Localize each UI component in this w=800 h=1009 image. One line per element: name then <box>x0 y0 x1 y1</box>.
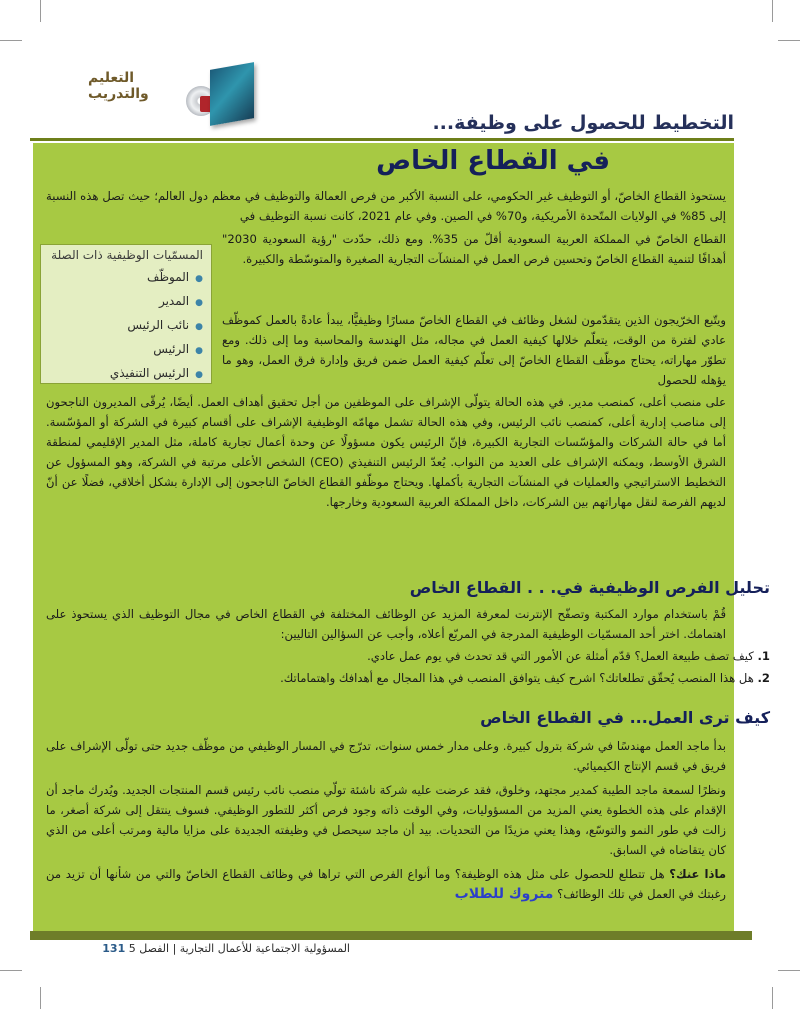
work-title: كيف ترى العمل... في القطاع الخاص <box>480 708 770 727</box>
list-item: ● الرئيس <box>41 338 203 362</box>
page-number: 131 <box>102 942 126 955</box>
crop-mark <box>40 987 41 1009</box>
title-bar <box>30 112 734 141</box>
crop-mark <box>778 40 800 41</box>
bottom-strip <box>30 931 752 940</box>
work-question-text: هل تتطلع للحصول على مثل هذه الوظيفة؟ وما أنواع الفرص التي تراها في وظائف القطاع الخاصّ والتي من شأنها أن تزيد من رغبتك في العمل في تلك الوظائف؟ <box>46 867 726 901</box>
side-paragraph-1: القطاع الخاصّ في المملكة العربية السعودية أقلّ من 35%. ومع ذلك، حدّدت "رؤية السعودية 2030" أهدافًا لتنمية القطاع الخاصّ وتحسين فرص العمل في المنشآت التجارية الصغيرة والمتوسّطة والكبيرة. <box>222 232 726 266</box>
question-1-text: كيف تصف طبيعة العمل؟ قدّم أمثلة عن الأمور التي قد تحدث في يوم عمل عادي. <box>367 649 754 663</box>
answer-note: متروك للطلاب <box>454 886 554 902</box>
header-label: التعليم والتدريب <box>88 70 149 102</box>
crop-mark <box>772 0 773 22</box>
page-title: التخطيط للحصول على وظيفة... <box>432 112 734 134</box>
analysis-intro: قُمْ باستخدام موارد المكتبة وتصفّح الإنترنت لمعرفة المزيد عن الوظائف المختلفة في القطاع الخاص في مجال التوظيف الذي يستحوذ على اهتمامك. اختر أحد المسمّيات الوظيفية المدرجة في المربّع أعلاه، وأجب عن السؤالين التاليين: <box>46 607 726 641</box>
footer-text: المسؤولية الاجتماعية للأعمال التجارية | الفصل 5 <box>128 942 350 955</box>
question-2 <box>90 668 770 688</box>
job-titles-list <box>41 266 211 386</box>
work-paragraph-2: ونظرًا لسمعة ماجد الطيبة كمدير مجتهد، وخلوق، فقد عرضت عليه شركة ناشئة تولّي منصب نائب رئيس قسم المنتجات الجديد. ويُدرك ماجد أن الإقدام على هذه الخطوة يعني المزيد من المسؤوليات، وفي الوقت ذاته وجود فرص أكثر للتطور الوظيفي. فسوف ينتقل إلى شركة أصغر، ما زالت في طور النمو والتوسّع، وهذا يعني مزيدًا من التحديات. بيد أن ماجد سيحصل في وظيفته الجديدة على مزايا مالية ومرتب أعلى من الذي كان يتقاضاه في السابق. <box>46 783 726 857</box>
question-2-number: 2. <box>757 671 770 685</box>
list-item: ● الرئيس التنفيذي <box>41 362 203 386</box>
job-titles-box <box>40 244 212 384</box>
analysis-title: تحليل الفرص الوظيفية في. . . القطاع الخاص <box>409 578 770 597</box>
crop-mark <box>0 40 22 41</box>
continuation-paragraph: على منصب أعلى، كمنصب مدير. في هذه الحالة يتولّى الإشراف على الموظفين من أجل تحقيق أهداف العمل. أيضًا، يُرقّى المديرون الناجحون إلى مناصب إدارية أعلى، كمنصب نائب الرئيس، وفي هذه الحالة تشمل مهامّه الوظيفية الإشراف على أقسام كبيرة في الشركة أو المؤسّسة. أما في حالة الشركات والمؤسّسات التجارية الكبيرة، فإنّ الرئيس يكون مسؤولًا عن وحدة أعمال تجارية كاملة، مثل المدير الإقليمي لمنطقة الشرق الأوسط، ويمكنه الإشراف على العديد من النواب. يُعدّ الرئيس التنفيذي (CEO) الشخص الأعلى مرتبة في الشركة، وهو المسؤول عن التخطيط الاستراتيجي والعمليات في المنشآت التجارية بأكملها. ويحتاج موظّفو القطاع الخاصّ الناجحون إلى الإدارة بشكل أخلاقي، فضلًا عن أنّ لديهم الفرصة لنقل مهاراتهم بين الشركات، داخل المملكة العربية السعودية وخارجها. <box>46 395 726 509</box>
work-question-lead: ماذا عنك؟ <box>669 867 726 881</box>
crop-mark <box>0 970 22 971</box>
crop-mark <box>772 987 773 1009</box>
crop-mark <box>40 0 41 22</box>
list-item: ● نائب الرئيس <box>41 314 203 338</box>
question-1-number: 1. <box>757 649 770 663</box>
page-footer <box>60 942 350 955</box>
intro-paragraph: يستحوذ القطاع الخاصّ، أو التوظيف غير الحكومي، على النسبة الأكبر من فرص العمالة والتوظيف في معظم دول العالم؛ حيث تصل هذه النسبة إلى 85% في الولايات المتّحدة الأمريكية، و70% في الصين. وفي عام 2021، كانت نسبة التوظيف في <box>46 189 726 223</box>
job-titles-box-title: المسمّيات الوظيفية ذات الصلة <box>51 248 203 262</box>
list-item: ● الموظّف <box>41 266 203 290</box>
work-paragraph-1: بدأ ماجد العمل مهندسًا في شركة بترول كبيرة. وعلى مدار خمس سنوات، تدرّج في المسار الوظيفي من موظّف جديد حتى تولّى الإشراف على فريق في قسم الإنتاج الكيميائي. <box>46 739 726 773</box>
side-paragraph-2: ويتّبع الخرّيجون الذين يتقدّمون لشغل وظائف في القطاع الخاصّ مسارًا وظيفيًّا، يبدأ عادةً بالعمل كموظّف عادي لفترة من الوقت، يتعلّم خلالها كيفية العمل في مجاله، مثل الهندسة والمحاسبة وما إلى ذلك. ومع تطوّر مهاراته، يحتاج موظّف القطاع الخاصّ إلى تعلّم كيفية العمل ضمن فريق وإدارة فرق العمل، وهو ما يؤهله للحصول <box>222 313 726 387</box>
crop-mark <box>778 970 800 971</box>
question-2-text: هل هذا المنصب يُحقّق تطلعاتك؟ اشرح كيف يتوافق المنصب في هذا المجال مع أهدافك واهتماماتك. <box>280 671 754 685</box>
question-1 <box>90 646 770 666</box>
section-title: في القطاع الخاص <box>376 146 610 176</box>
list-item: ● المدير <box>41 290 203 314</box>
work-question <box>46 864 726 904</box>
